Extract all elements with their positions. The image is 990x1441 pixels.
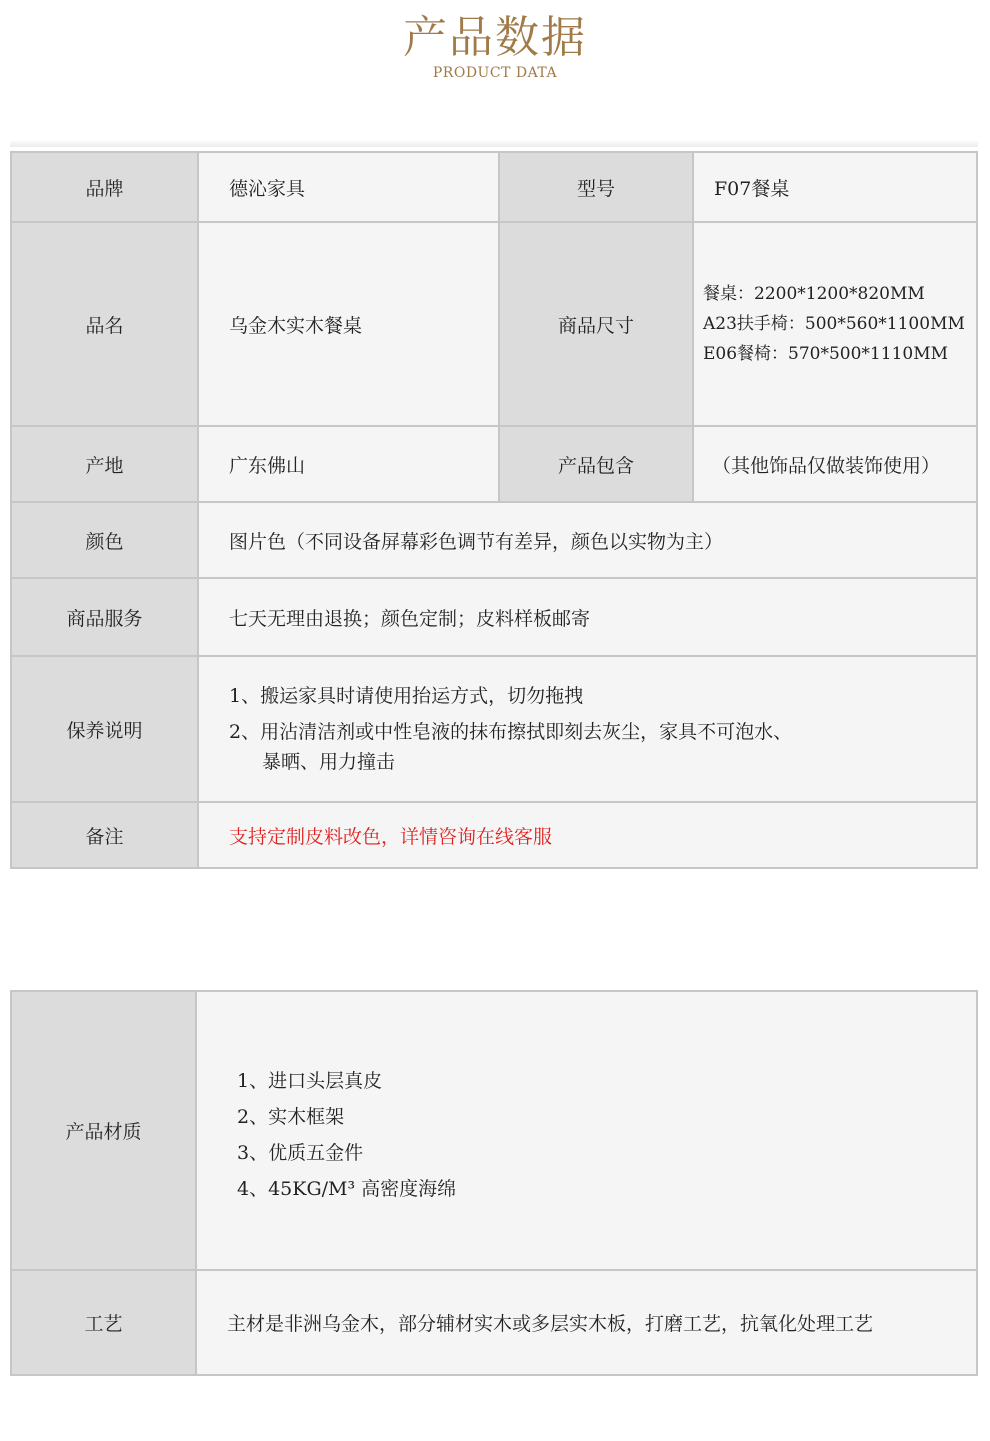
material-label: 产品材质 (11, 991, 196, 1270)
size-line: 餐桌：2200*1200*820MM (703, 284, 925, 304)
craft-value: 主材是非洲乌金木，部分辅材实木或多层实木板，打磨工艺，抗氧化处理工艺 (196, 1270, 977, 1375)
divider (10, 141, 978, 147)
size-label: 商品尺寸 (499, 222, 693, 426)
name-value: 乌金木实木餐桌 (198, 222, 499, 426)
size-line: A23扶手椅：500*560*1100MM (703, 314, 965, 334)
table-row (11, 426, 977, 502)
package-label: 产品包含 (499, 426, 693, 502)
material-value (196, 991, 977, 1270)
note-value: 支持定制皮料改色，详情咨询在线客服 (198, 802, 977, 868)
origin-value: 广东佛山 (198, 426, 499, 502)
package-value: （其他饰品仅做装饰使用） (693, 426, 977, 502)
table-row (11, 578, 977, 656)
brand-value: 德沁家具 (198, 152, 499, 222)
note-label: 备注 (11, 802, 198, 868)
color-label: 颜色 (11, 502, 198, 578)
size-value (693, 222, 977, 426)
model-label: 型号 (499, 152, 693, 222)
table-row (11, 656, 977, 802)
size-line: E06餐椅：570*500*1110MM (703, 344, 949, 364)
table-row (11, 1270, 977, 1375)
product-data-table (10, 151, 978, 869)
color-value: 图片色（不同设备屏幕彩色调节有差异，颜色以实物为主） (198, 502, 977, 578)
material-line: 2、实木框架 (237, 1105, 345, 1128)
model-value: F07餐桌 (693, 152, 977, 222)
care-label: 保养说明 (11, 656, 198, 802)
page-subtitle: PRODUCT DATA (432, 65, 558, 81)
service-value: 七天无理由退换；颜色定制；皮料样板邮寄 (198, 578, 977, 656)
brand-label: 品牌 (11, 152, 198, 222)
material-table (10, 990, 978, 1376)
material-line: 3、优质五金件 (237, 1141, 364, 1164)
table-row (11, 152, 977, 222)
care-line: 2、用沾清洁剂或中性皂液的抹布擦拭即刻去灰尘，家具不可泡水、 (229, 721, 793, 743)
care-line: 1、搬运家具时请使用抬运方式，切勿拖拽 (229, 685, 584, 707)
service-label: 商品服务 (11, 578, 198, 656)
page-title: 产品数据 (403, 12, 587, 63)
material-line: 4、45KG/M³ 高密度海绵 (237, 1177, 457, 1200)
material-line: 1、进口头层真皮 (237, 1069, 383, 1092)
name-label: 品名 (11, 222, 198, 426)
table-row (11, 222, 977, 426)
care-line: 暴晒、用力撞击 (262, 751, 396, 773)
craft-label: 工艺 (11, 1270, 196, 1375)
table-row (11, 802, 977, 868)
origin-label: 产地 (11, 426, 198, 502)
care-value (198, 656, 977, 802)
table-row (11, 502, 977, 578)
table-row (11, 991, 977, 1270)
